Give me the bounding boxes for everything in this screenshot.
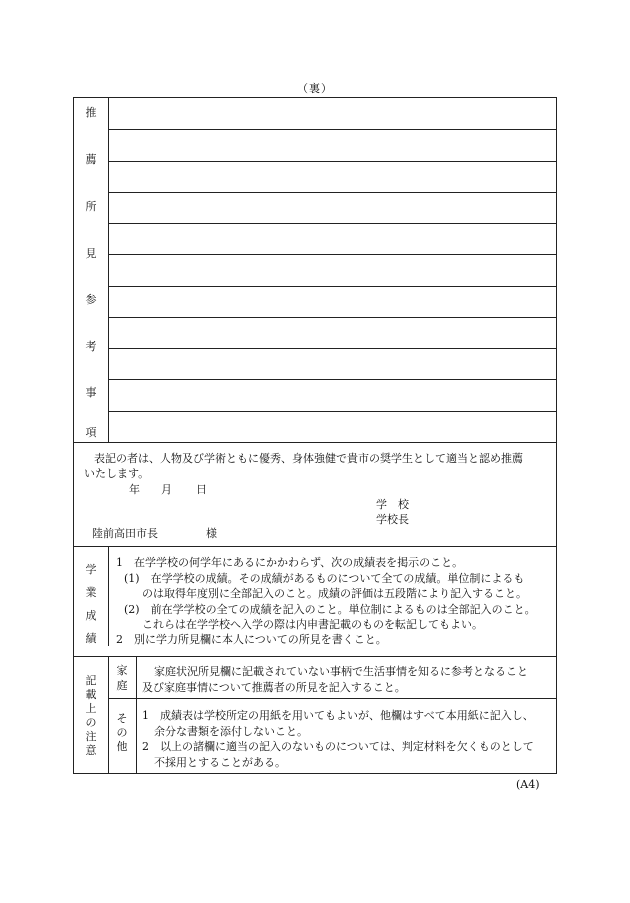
label-column-divider: [108, 98, 109, 442]
other-note-line-1: 1 成績表は学校所定の用紙を用いてもよいが、他欄はすべて本用紙に記入し、: [142, 709, 534, 722]
label-char: 事: [85, 386, 97, 399]
grades-line-5: これらは在学学校へ入学の際は内申書記載のものを転記してもよい。: [142, 618, 483, 631]
other-note-line-3: 2 以上の諸欄に適当の記入のないものについては、判定材料を欠くものとして: [142, 740, 534, 753]
writing-row[interactable]: [108, 254, 556, 255]
section-divider: [74, 442, 556, 443]
writing-row[interactable]: [108, 411, 556, 412]
page-side-label: （裏）: [297, 82, 333, 95]
label-char: 見: [85, 247, 97, 260]
family-note-line-1: 家庭状況所見欄に記載されていない事柄で生活事情を知るに参考となること: [154, 665, 528, 678]
subsection-divider: [108, 698, 556, 699]
family-label: 家 庭: [116, 664, 128, 692]
grades-line-2: (1) 在学学校の成績。その成績があるものについて全ての成績。単位制によるも: [124, 572, 525, 585]
label-char: 成: [85, 609, 97, 622]
label-char: 績: [85, 632, 97, 645]
other-label: そ の 他: [116, 712, 128, 753]
honorific: 様: [206, 527, 217, 540]
label-char: 学: [85, 563, 97, 576]
statement-line-2: いたします。: [84, 467, 150, 480]
recommendation-form: [73, 97, 557, 774]
grades-line-4: (2) 前在学学校の全ての成績を記入のこと。単位制によるものは全部記入のこと。: [124, 603, 536, 616]
date-month-label: 月: [161, 483, 172, 496]
principal-label: 学校長: [376, 513, 409, 526]
notes-label: 記 載 上 の 注 意: [85, 674, 97, 757]
writing-row[interactable]: [108, 161, 556, 162]
sub-label-column-divider: [136, 656, 137, 773]
label-char: 業: [85, 586, 97, 599]
statement-line-1: 表記の者は、人物及び学術ともに優秀、身体強健で貴市の奨学生として適当と認め推薦: [94, 452, 523, 465]
writing-row[interactable]: [108, 379, 556, 380]
date-day-label: 日: [196, 483, 207, 496]
writing-row[interactable]: [108, 129, 556, 130]
label-char: 参: [85, 293, 97, 306]
writing-row[interactable]: [108, 286, 556, 287]
section-divider: [74, 656, 556, 657]
paper-size-label: (A4): [516, 778, 540, 791]
label-char: 薦: [85, 153, 97, 166]
family-note-line-2: 及び家庭事情について推薦者の所見を記入すること。: [142, 681, 406, 694]
label-char: 所: [85, 200, 97, 213]
other-note-line-2: 余分な書類を添付しないこと。: [154, 725, 308, 738]
other-note-line-4: 不採用とすることがある。: [154, 756, 286, 769]
label-char: 項: [85, 426, 97, 439]
label-column-divider: [108, 546, 109, 646]
section-divider: [74, 546, 556, 547]
grades-line-1: 1 在学学校の何学年にあるにかかわらず、次の成績表を掲示のこと。: [116, 556, 464, 569]
grades-line-6: 2 別に学力所見欄に本人についての所見を書くこと。: [116, 633, 387, 646]
date-year-label: 年: [129, 483, 140, 496]
label-char: 推: [85, 106, 97, 119]
grades-line-3: のは取得年度別に全部記入のこと。成績の評価は五段階により記入すること。: [142, 587, 527, 600]
label-char: 考: [85, 340, 97, 353]
addressee: 陸前高田市長: [92, 527, 158, 540]
writing-row[interactable]: [108, 348, 556, 349]
school-label: 学 校: [376, 498, 409, 511]
writing-row[interactable]: [108, 192, 556, 193]
writing-row[interactable]: [108, 317, 556, 318]
writing-row[interactable]: [108, 223, 556, 224]
